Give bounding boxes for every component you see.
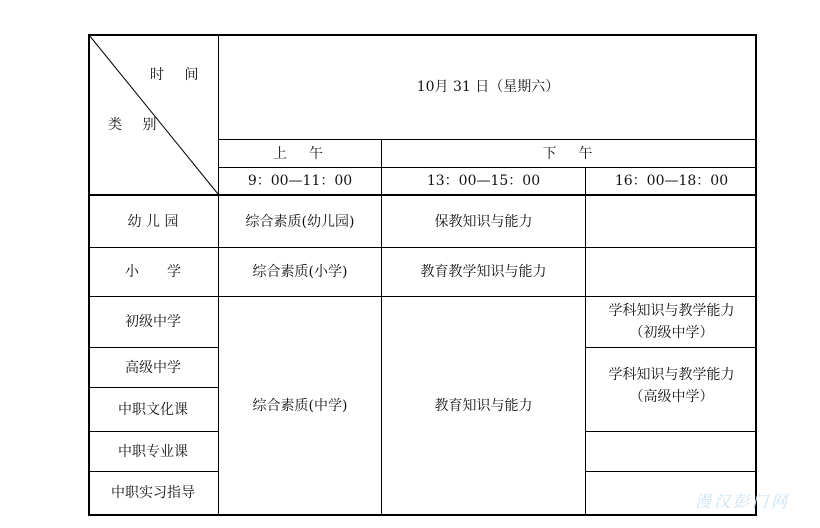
exam-schedule-table (88, 34, 757, 516)
category-vocational-practice: 中职实习指导 (111, 485, 195, 501)
junior-slot3-subject: 学科知识与教学能力 （初级中学） (608, 303, 735, 341)
middle-slot2-subject: 教育知识与能力 (434, 397, 533, 414)
kindergarten-slot1-subject: 综合素质(幼儿园) (245, 213, 355, 230)
primary-slot3-subject (586, 248, 757, 296)
period-afternoon: 下 午 (542, 145, 597, 162)
watermark-logo: 漫汉彭门网 (694, 492, 790, 511)
time-slot-2: 13：00—15：00 (426, 173, 541, 189)
category-senior-middle: 高级中学 (125, 359, 181, 376)
kindergarten-slot3-subject (586, 196, 757, 247)
category-junior-middle: 初级中学 (125, 314, 181, 330)
corner-category-label: 类 别 (108, 117, 165, 133)
senior-slot3-subject: 学科知识与教学能力 （高级中学） (608, 367, 735, 405)
category-vocational-culture: 中职文化课 (118, 401, 188, 418)
primary-slot1-subject: 综合素质(小学) (252, 264, 348, 280)
kindergarten-slot2-subject: 保教知识与能力 (434, 213, 533, 230)
exam-date: 10月 31 日（星期六） (416, 78, 560, 95)
primary-slot2-subject: 教育教学知识与能力 (420, 264, 547, 280)
middle-slot1-subject: 综合素质(中学) (252, 397, 348, 414)
corner-time-label: 时 间 (150, 67, 207, 83)
category-vocational-major: 中职专业课 (118, 443, 188, 460)
time-slot-3: 16：00—18：00 (614, 173, 729, 189)
time-slot-1: 9：00—11：00 (247, 173, 353, 189)
category-kindergarten: 幼 儿 园 (127, 213, 179, 230)
category-primary: 小 学 (125, 264, 181, 280)
period-morning: 上 午 (273, 145, 327, 162)
vocational-major-slot3-subject (586, 432, 757, 471)
